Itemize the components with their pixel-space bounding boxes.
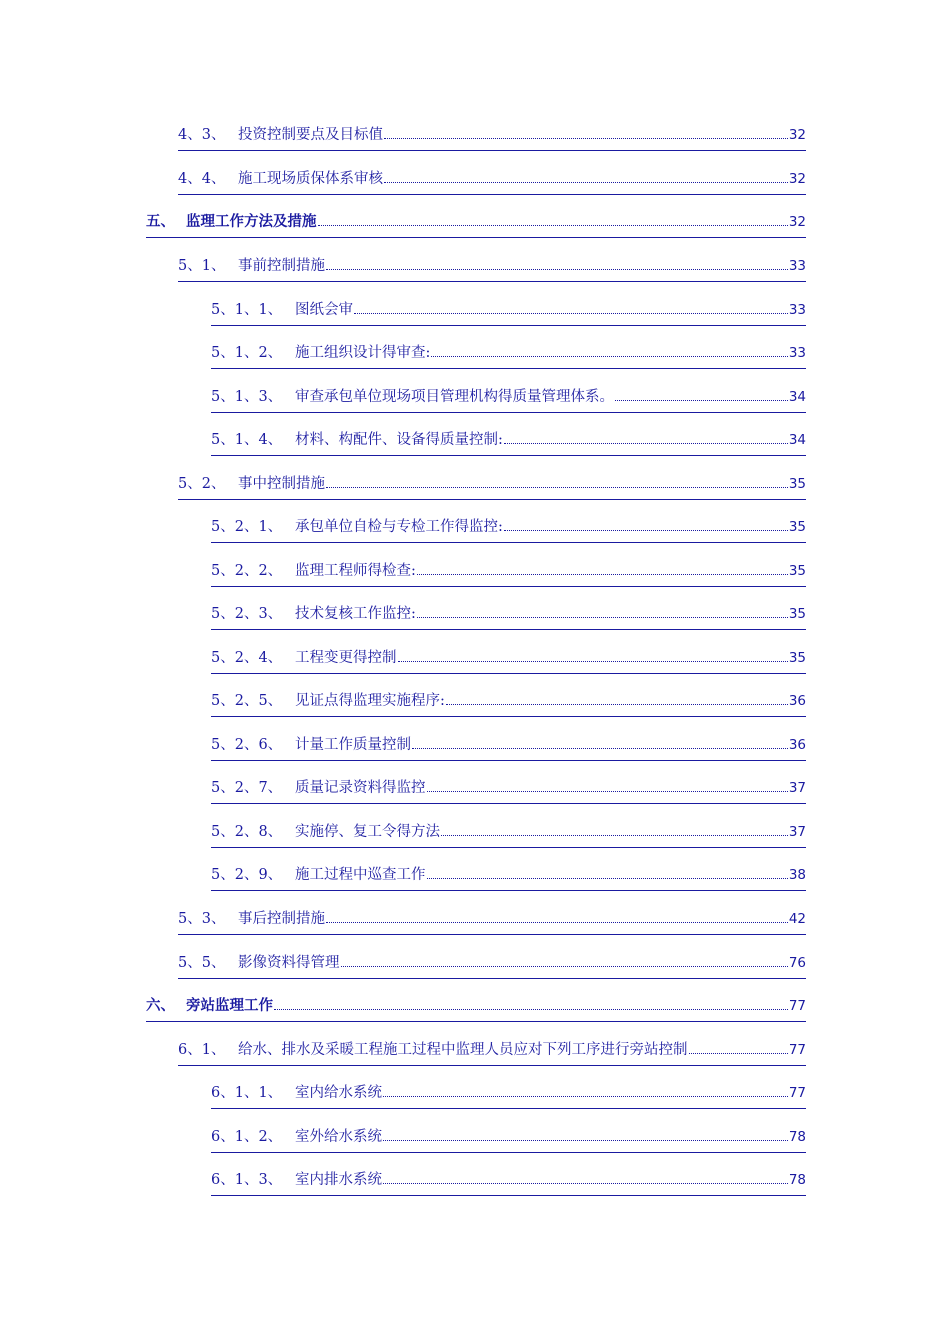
dot-leader <box>326 487 788 488</box>
dot-leader <box>326 269 788 270</box>
toc-entry-number: 5、2、5、 <box>211 693 283 709</box>
toc-entry-chapter-6[interactable] <box>146 995 806 1022</box>
toc-entry-title: 承包单位自检与专检工作得监控: <box>295 519 503 535</box>
toc-entry-4-3[interactable] <box>178 124 806 151</box>
toc-entry-title: 给水、排水及采暖工程施工过程中监理人员应对下列工序进行旁站控制 <box>238 1042 688 1058</box>
toc-entry-number: 5、3、 <box>178 911 226 927</box>
toc-entry-number: 5、2、4、 <box>211 650 283 666</box>
toc-entry-number: 5、2、1、 <box>211 519 283 535</box>
dot-leader <box>504 530 788 531</box>
dot-leader <box>417 617 788 618</box>
toc-entry-page: 36 <box>788 737 806 753</box>
toc-entry-5-1-1[interactable] <box>211 299 806 326</box>
toc-entry-title: 实施停、复工令得方法 <box>295 824 440 840</box>
toc-entry-page: 35 <box>788 606 806 622</box>
toc-entry-6-1-3[interactable] <box>211 1169 806 1196</box>
toc-entry-title: 投资控制要点及目标值 <box>238 127 383 143</box>
dot-leader <box>318 225 788 226</box>
dot-leader <box>441 835 788 836</box>
toc-entry-page: 34 <box>788 432 806 448</box>
toc-entry-title: 室内给水系统 <box>295 1085 382 1101</box>
toc-entry-page: 77 <box>788 1085 806 1101</box>
toc-entry-page: 35 <box>788 519 806 535</box>
dot-leader <box>384 138 788 139</box>
toc-entry-title: 影像资料得管理 <box>238 955 340 971</box>
dot-leader <box>504 443 788 444</box>
toc-entry-title: 工程变更得控制 <box>295 650 397 666</box>
toc-entry-5-2-4[interactable] <box>211 647 806 674</box>
dot-leader <box>341 966 788 967</box>
toc-entry-number: 4、3、 <box>178 127 226 143</box>
toc-entry-number: 6、1、 <box>178 1042 226 1058</box>
toc-entry-number: 6、1、1、 <box>211 1085 283 1101</box>
toc-entry-6-1-2[interactable] <box>211 1126 806 1153</box>
toc-entry-5-1-4[interactable] <box>211 429 806 456</box>
toc-entry-5-1-3[interactable] <box>211 386 806 413</box>
toc-entry-page: 33 <box>788 302 806 318</box>
toc-entry-title: 监理工程师得检查: <box>295 563 416 579</box>
toc-entry-page: 42 <box>788 911 806 927</box>
toc-entry-title: 室外给水系统 <box>295 1129 382 1145</box>
dot-leader <box>615 400 788 401</box>
toc-entry-number: 六、 <box>146 997 175 1014</box>
toc-entry-5-1[interactable] <box>178 255 806 282</box>
toc-entry-title: 技术复核工作监控: <box>295 606 416 622</box>
toc-entry-number: 5、2、9、 <box>211 867 283 883</box>
dot-leader <box>689 1053 788 1054</box>
toc-entry-number: 5、1、2、 <box>211 345 283 361</box>
toc-entry-title: 质量记录资料得监控 <box>295 780 426 796</box>
toc-entry-5-1-2[interactable] <box>211 342 806 369</box>
toc-entry-number: 4、4、 <box>178 171 226 187</box>
toc-entry-number: 5、2、3、 <box>211 606 283 622</box>
toc-entry-number: 5、2、2、 <box>211 563 283 579</box>
toc-entry-title: 室内排水系统 <box>295 1172 382 1188</box>
toc-entry-title: 见证点得监理实施程序: <box>295 693 445 709</box>
toc-entry-page: 35 <box>788 650 806 666</box>
dot-leader <box>431 356 787 357</box>
dot-leader <box>398 661 788 662</box>
toc-entry-page: 32 <box>788 171 806 187</box>
dot-leader <box>274 1009 788 1010</box>
toc-entry-number: 五、 <box>146 213 175 230</box>
dot-leader <box>383 1183 788 1184</box>
toc-entry-number: 5、2、8、 <box>211 824 283 840</box>
dot-leader <box>417 574 788 575</box>
toc-entry-title: 施工现场质保体系审核 <box>238 171 383 187</box>
toc-entry-title: 施工过程中巡查工作 <box>295 867 426 883</box>
toc-entry-number: 5、2、6、 <box>211 737 283 753</box>
dot-leader <box>383 1140 788 1141</box>
dot-leader <box>326 922 788 923</box>
toc-entry-number: 5、1、 <box>178 258 226 274</box>
toc-entry-title: 事前控制措施 <box>238 258 325 274</box>
toc-entry-page: 35 <box>788 476 806 492</box>
toc-entry-5-2-3[interactable] <box>211 603 806 630</box>
toc-entry-page: 76 <box>788 955 806 971</box>
toc-entry-page: 77 <box>788 1042 806 1058</box>
toc-entry-page: 77 <box>788 998 806 1014</box>
dot-leader <box>427 791 788 792</box>
toc-entry-title: 图纸会审 <box>295 302 353 318</box>
toc-entry-page: 32 <box>788 127 806 143</box>
toc-entry-5-2-2[interactable] <box>211 560 806 587</box>
toc-entry-5-2-5[interactable] <box>211 690 806 717</box>
toc-entry-page: 78 <box>788 1129 806 1145</box>
dot-leader <box>354 313 788 314</box>
toc-entry-title: 监理工作方法及措施 <box>186 213 317 230</box>
toc-entry-5-2-6[interactable] <box>211 734 806 761</box>
toc-entry-title: 旁站监理工作 <box>186 997 273 1014</box>
toc-entry-number: 5、5、 <box>178 955 226 971</box>
toc-entry-number: 5、2、7、 <box>211 780 283 796</box>
toc-entry-number: 6、1、3、 <box>211 1172 283 1188</box>
toc-entry-number: 5、1、3、 <box>211 389 283 405</box>
toc-entry-page: 37 <box>788 780 806 796</box>
toc-entry-page: 38 <box>788 867 806 883</box>
toc-entry-page: 37 <box>788 824 806 840</box>
toc-entry-number: 6、1、2、 <box>211 1129 283 1145</box>
toc-entry-5-2-1[interactable] <box>211 516 806 543</box>
dot-leader <box>427 878 788 879</box>
toc-entry-4-4[interactable] <box>178 168 806 195</box>
toc-entry-5-3[interactable] <box>178 908 806 935</box>
toc-entry-number: 5、1、1、 <box>211 302 283 318</box>
toc-entry-page: 33 <box>788 345 806 361</box>
toc-entry-title: 计量工作质量控制 <box>295 737 411 753</box>
toc-entry-title: 材料、构配件、设备得质量控制: <box>295 432 503 448</box>
toc-entry-5-2-7[interactable] <box>211 777 806 804</box>
toc-entry-title: 施工组织设计得审查: <box>295 345 431 361</box>
toc-entry-5-2[interactable] <box>178 473 806 500</box>
toc-entry-title: 事后控制措施 <box>238 911 325 927</box>
toc-entry-page: 35 <box>788 563 806 579</box>
toc-entry-page: 34 <box>788 389 806 405</box>
dot-leader <box>383 1096 788 1097</box>
toc-entry-page: 78 <box>788 1172 806 1188</box>
toc-entry-page: 32 <box>788 214 806 230</box>
toc-entry-5-2-9[interactable] <box>211 864 806 891</box>
dot-leader <box>412 748 788 749</box>
toc-entry-page: 33 <box>788 258 806 274</box>
toc-entry-6-1-1[interactable] <box>211 1082 806 1109</box>
toc-entry-title: 审查承包单位现场项目管理机构得质量管理体系。 <box>295 389 614 405</box>
toc-entry-6-1[interactable] <box>178 1039 806 1066</box>
toc-entry-number: 5、2、 <box>178 476 226 492</box>
dot-leader <box>384 182 788 183</box>
toc-entry-page: 36 <box>788 693 806 709</box>
toc-entry-5-5[interactable] <box>178 952 806 979</box>
toc-entry-chapter-5[interactable] <box>146 211 806 238</box>
toc-entry-number: 5、1、4、 <box>211 432 283 448</box>
dot-leader <box>446 704 788 705</box>
toc-entry-title: 事中控制措施 <box>238 476 325 492</box>
toc-entry-5-2-8[interactable] <box>211 821 806 848</box>
